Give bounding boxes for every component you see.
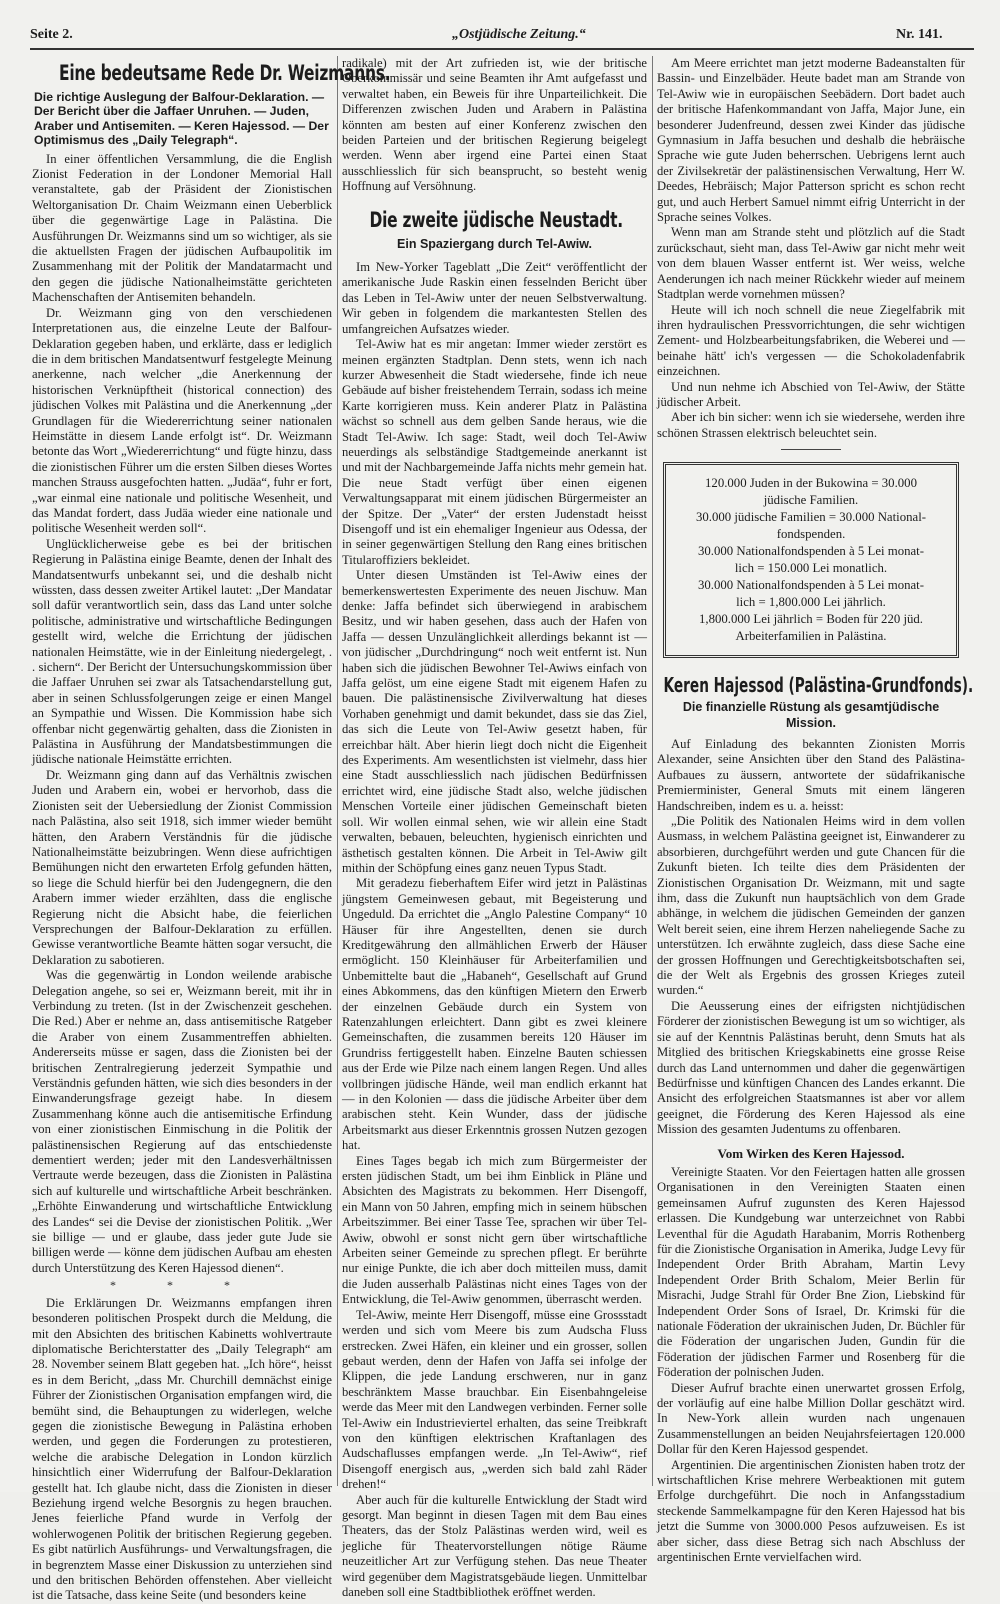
- section-stars: * * *: [110, 1278, 254, 1293]
- article-title: Keren Hajessod (Palästina-Grundfonds).: [663, 673, 974, 698]
- article-title: Eine bedeutsame Rede Dr. Weizmanns.: [59, 61, 391, 85]
- paragraph: Dieser Aufruf brachte einen unerwartet grossen Erfolg, der vorläufig auf eine halbe Million Dollar geschätzt wird. In New-York allein wurden nach ungenauen Zusammenstellungen an beiden Neujahrsfeiertagen 120.000 Dollar für den Keren Hajessod gespendet.: [657, 1380, 965, 1457]
- paragraph: Im New-Yorker Tageblatt „Die Zeit“ veröffentlicht der amerikanische Jude Raskin einen fesselnden Bericht über das Leben in Tel-Awiw unter der neuen Selbstverwaltung. Wir geben in folgendem die markantesten Stellen des umfangreichen Aufsatzes wieder.: [342, 260, 647, 336]
- paragraph: radikale) mit der Art zufrieden ist, wie der britische Oberkommissär und seine Beamten ihr Amt aufgefasst und verwaltet haben, ein Beweis für ihre Unparteilichkeit. Die Differenzen zwischen Juden und Arabern in Palästina könnten am besten auf einer Konferenz zwischen den beiden Parteien und der britischen Regierung beigelegt werden. Wenn aber irgend eine Partei einen Staat ausschliesslich für sich beansprucht, so besteht wenig Hoffnung auf Versöhnung.: [342, 56, 647, 194]
- section-heading: Vom Wirken des Keren Hajessod.: [717, 1145, 905, 1161]
- box-line: 1,800.000 Lei jährlich = Boden für 220 jüd.: [698, 612, 923, 627]
- paragraph: Unter diesen Umständen ist Tel-Awiw eines der bemerkenswertesten Experimente des neuen Jischuw. Man denke: Jaffa befindet sich überwiegend in arabischem Besitz, und wir haben gesehen, dass auch der Hafen von Jaffa — dessen Unzulänglichkeit allerdings bekannt ist — von jüdischer „Durchdringung“ noch weit entfernt ist. Nun haben sich die jüdischen Bewohner Tel-Awiws einfach von Jaffa gelöst, um eine eigene Stadt mit eigenem Hafen zu bauen. Die palästinensische Zivilverwaltung hat dieses Vorhaben genehmigt und damit bekundet, dass sie das Ziel, das sich die Leute von Tel-Awiw gesetzt haben, für erreichbar hält. Aber hierin liegt doch nicht die Eigenheit des Experiments. Am wesentlichsten ist vielmehr, dass hier eine Stadt ausschliesslich nach jüdischen Bedürfnissen errichtet wird, eine jüdische Stadt also, welche jüdischen Menschen Vorteile einer jüdischen Gemeinschaft bieten soll. Wir wollen einmal sehen, wie wir allein eine Stadt verwalten, bebauen, beleuchten, hygienisch einrichten und ästhetisch gestalten können. Die Arbeit in Tel-Awiw gilt mithin der Schöpfung eines ganz neuen Typus Stadt.: [342, 568, 647, 875]
- paragraph: Tel-Awiw, meinte Herr Disengoff, müsse eine Grossstadt werden und sich vom Meere bis zum Audscha Fluss erstrecken. Zwei Häfen, ein kleiner und ein grosser, sollen gebaut werden, denn der Hafen von Jaffa sei infolge der Klippen, die jede Landung erschweren, nur in ganz beschränktem Masse brauchbar. Ein Eisenbahngeleise werde das Meer mit den Landwegen verbinden. Ferner solle Tel-Awiw ein Industrieviertel erhalten, das seine Treibkraft von den künftigen elektrischen Kraftanlagen des Audschaflusses empfangen werde. „In Tel-Awiw“, rief Disengoff energisch aus, „werden sich bald zahl Räder drehen!“: [342, 1307, 647, 1492]
- paragraph: Unglücklicherweise gebe es bei der britischen Regierung in Palästina einige Beamte, denen der Inhalt des Mandatsentwurfs unbekannt sei, und die deshalb nicht wüssten, dass dessen zweiter Artikel lautet: „Der Mandatar soll dafür verantwortlich sein, dass das Land unter solche politische, administrative und wirtschaftliche Bedingungen gestellt wird, welche die Errichtung der jüdischen nationalen Heimstätte, wie in der Einleitung niedergelegt, . . sichern“. Der Bericht der Untersuchungskommission über die Jaffaer Unruhen sei zwar als Tatsachendarstellung gut, aber in seinen Schlussfolgerungen zeige er einen Mangel an Sympathie und Wissen. Die Kommission habe sich offenbar nicht gegenwärtig gehalten, dass die Zionisten in Palästina in Ausführung der Mandatsbestimmungen die jüdische nationale Heimstätte errichten.: [32, 536, 332, 767]
- box-line: Arbeiterfamilien in Palästina.: [735, 629, 887, 644]
- page-number: Seite 2.: [30, 27, 73, 42]
- column-rule: [652, 56, 653, 1486]
- paragraph: Am Meere errichtet man jetzt moderne Badeanstalten für Bassin- und Einzelbäder. Heute badet man am Strande von Tel-Awiw wie in europäischen Seebädern. Dort badet auch der britische Hafenkommandant von Jaffa, Major June, ein besonderer Judenfreund, dessen zwei Kinder das jüdische Gymnasium in Jaffa besuchen und deshalb die hebräische Sprache wie gute Juden beherrschen. Uebrigens lernt auch der Zivilsekretär der palästinensischen Verwaltung, Herr W. Deedes, Hebräisch; Major Patterson spricht es schon recht gut, und auch Herbert Samuel nimmt eifrig Unterricht in der Sprache seines Volkes.: [657, 56, 965, 225]
- article-separator: [781, 449, 841, 450]
- paragraph: Die Erklärungen Dr. Weizmanns empfangen ihren besonderen politischen Prospekt durch die Meldung, die mit den Absichten des britischen Kabinetts wohlvertraute diplomatische Berichterstatter des „Daily Telegraph“ am 28. November seinem Blatt gegeben hat. „Ich höre“, heisst es in dem Bericht, „dass Mr. Churchill demnächst einige Führer der Zionistischen Organisation empfangen wird, die bemüht sind, die Behauptungen zu widerlegen, welche gegen die zionistische Bewegung in Palästina erhoben werden, und gegen die Forderungen zu protestieren, welche die arabische Delegation in London kürzlich hinsichtlich einer Widerrufung der Balfour-Deklaration gestellt hat. Ich glaube nicht, dass die Zionisten in dieser Beziehung irgend welche Besorgnis zu hegen brauchen. Jenes feierliche Pfand wurde in Verfolg der wohlerwogenen Politik der britischen Regierung gegeben. Es gibt natürlich Ausführungs- und Verwaltungsfragen, die in begrenztem Masse einer Diskussion zu unterziehen sind und den britischen Behörden offenstehen. Aber vielleicht ist die Tatsache, dass keine Seite (und besonders keine: [32, 1295, 332, 1603]
- article-title: Die zweite jüdische Neustadt.: [369, 207, 623, 232]
- article-subtitle: Die finanzielle Rüstung als gesamtjüdische Mission.: [682, 700, 940, 730]
- issue-number: Nr. 141.: [896, 27, 943, 42]
- column-1: [32, 56, 391, 1603]
- paragraph: Vereinigte Staaten. Vor den Feiertagen hatten alle grossen Organisationen in den Vereinigten Staaten einen gemeinsamen Aufruf zugunsten des Keren Hajessod erlassen. Die Kundgebung war unterzeichnet von Rabbi Leventhal für die Agudath Harabanim, Morris Rothenberg für die Zionistische Organisation in Amerika, Judge Levy für Independent Order Brith Abraham, Martin Levy Independent Order Brith Schalom, Meier Berlin für Misrachi, Judge Strahl für Order Bne Zion, Liebskind für Independent Order Sons of Israel, Dr. Krimski für die nationale Föderation der ukrainischen Juden, Dr. Büchler für die Föderation der ungarischen Juden, Gundin für die Föderation der jüdischen Farmer und Rosenberg für die Föderation der polnischen Juden.: [657, 1164, 965, 1380]
- paragraph: „Die Politik des Nationalen Heims wird in dem vollen Ausmass, in welchem Palästina geeignet ist, Einwanderer zu absorbieren, durchgeführt werden und gute Chancen für die Zukunft bieten. Ich teilte dies dem Präsidenten der Zionistischen Organisation Dr. Weizmann, mit und sagte ihm, dass die Zukunft nun hauptsächlich von dem Grade abhänge, in welchem die jüdischen Gemeinden der ganzen Welt bereit seien, eine ihrem Herzen naheliegende Sache zu unterstützen. Ich erwähnte zugleich, dass diese Sache eine der grossen Hoffnungen und Gerechtigkeitsbotschaften sei, die der Welt als Ergebnis des grossen Krieges zuteil wurden.“: [657, 814, 965, 998]
- box-line: 120.000 Juden in der Bukowina = 30.000: [705, 476, 917, 491]
- box-line: fondspenden.: [776, 527, 846, 542]
- paragraph: Dr. Weizmann ging dann auf das Verhältnis zwischen Juden und Arabern ein, wobei er hervorhob, dass die Zionisten seit der Uebersiedlung der Zionist Commission nach Palästina, also seit 1918, sich immer wieder bemüht hätten, den Arabern Verständnis für die jüdische Nationalheimstätte beizubringen. Wenn diese aufrichtigen Bemühungen nicht den erwarteten Erfolg gefunden hätten, so liege die Schuld hierfür bei den Judengegnern, die den Arabern immer wieder erzählten, dass die englische Regierung nicht die Absicht habe, die feierlichen Versprechungen der Balfour-Deklaration zu erfüllen. Gewisse verantwortliche Beamte hätten sogar versucht, die Deklaration zu sabotieren.: [32, 767, 332, 967]
- paragraph: Mit geradezu fieberhaftem Eifer wird jetzt in Palästinas jüngstem Gemeinwesen gebaut, mit Begeisterung und Ungeduld. Da errichtet die „Anglo Palestine Company“ 10 Häuser für ihre Angestellten, denen sie durch Kreditgewährung den allmählichen Erwerb der Häuser ermöglicht. 150 Kleinhäuser für Arbeiterfamilien und Unbemittelte baut die „Habaneh“, Gesellschaft auf Grund eines Abkommens, das den künftigen Mietern den Erwerb der einzelnen Gebäude durch ein System von Ratenzahlungen erleichtert. Dann gibt es zwei kleinere Gemeinschaften, die zusammen bereits 120 Häuser im Grundriss fertiggestellt haben. Einzelne Bauten schiessen aus der Erde wie Pilze nach einem langen Regen. Und alles vollbringen jüdische Hände, weil man endlich erkannt hat — in den Kolonien — dass die jüdische Arbeiter über dem arabischen steht. Kein Wunder, dass der jüdische Arbeitsmarkt aus dieser Erkenntnis grossen Nutzen gezogen hat.: [342, 876, 647, 1153]
- paragraph: Tel-Awiw hat es mir angetan: Immer wieder zerstört es meinen ergänzten Stadtplan. Denn stets, wenn ich nach kurzer Abwesenheit die Stadt wiedersehe, finde ich neue Gebäude auf bisher freistehendem Terrain, sodass ich meine Karte korrigieren muss. Kein anderer Platz in Palästina wächst so schnell aus dem gelben Sande heraus, wie die Stadt Tel-Awiw. Ich sage: Stadt, weil doch Tel-Awiw neuerdings als selbständige Stadtgemeinde anerkannt ist und mit der Nachbargemeinde Jaffa nichts mehr gemein hat. Die neue Stadt verfügt über einen eigenen Verwaltungsapparat mit einem jüdischen Bürgermeister an der Spitze. Der „Vater“ der ersten Judenstadt heisst Disengoff und ist ein ehemaliger Ingenieur aus Odessa, der in seiner gegenwärtigen Stellung den Rang eines britischen Titularoffiziers bekleidet.: [342, 337, 647, 567]
- box-line: lich = 150.000 Lei monatlich.: [734, 561, 888, 576]
- paragraph: Aber auch für die kulturelle Entwicklung der Stadt wird gesorgt. Man beginnt in diesen Tagen mit dem Bau eines Theaters, das der Stolz Palästinas werden wird, weil es jegliche für Theatervorstellungen nötige Räume neuzeitlicher Art zur Verfügung stehen. Das neue Theater wird gegenüber dem Magistratsgebäude liegen. Unmittelbar daneben soll eine Stadtbibliothek eröffnet werden.: [342, 1492, 647, 1599]
- paragraph: Dr. Weizmann ging von den verschiedenen Interpretationen aus, die einzelne Leute der Balfour-Deklaration gegeben haben, und erklärte, dass er lediglich die in dem britischen Mandatsentwurf festgelegte Meinung anerkenne, nach welcher „die Anerkennung der historischen Verknüpftheit (historical connection) des jüdischen Volkes mit Palästina und die Anerkennung „der Grundlagen für die Wiedererrichtung seiner nationalen Heimstätte in diesem Lande erfolgt ist“. Dr. Weizmann betonte das Wort „Wiedererrichtung“ und fügte hinzu, dass die zionistischen Führer um die ersten Silben dieses Wortes manchen Strauss ausgefochten hatten. „Judäa“, fuhr er fort, „war einmal eine nationale und politische Wesenheit, und das Mandat fordert, dass Judäa wieder eine nationale und politische Wesenheit werden soll“.: [32, 305, 332, 536]
- paragraph: Wenn man am Strande steht und plötzlich auf die Stadt zurückschaut, sieht man, dass Tel-Awiw gar nicht mehr weit von dem blauen Wasser entfernt ist. Wer weiss, welche Aenderungen ich nach meiner Rückkehr wieder auf meinem Stadtplan werde vornehmen müssen?: [657, 225, 965, 302]
- paragraph: Aber ich bin sicher: wenn ich sie wiedersehe, werden ihre schönen Strassen elektrisch beleuchtet sein.: [657, 410, 965, 440]
- column-rule: [337, 56, 338, 1486]
- masthead: „Ostjüdische Zeitung.“: [452, 27, 586, 42]
- article-kicker: Ein Spaziergang durch Tel-Awiw.: [397, 236, 592, 251]
- paragraph: Auf Einladung des bekannten Zionisten Morris Alexander, seine Ansichten über den Stand des Palästina-Aufbaues zu äussern, antwortete der südafrikanische Premierminister, General Smuts mit einem längeren Handschreiben, indem es u. a. heisst:: [657, 736, 965, 813]
- paragraph: Die Aeusserung eines der eifrigsten nichtjüdischen Förderer der zionistischen Bewegung ist um so wichtiger, als sie auf der Kenntnis Palästinas beruht, denn Smuts hat als Mitglied des britischen Kriegskabinetts eine grosse Reise durch das Land unternommen und daher die gegenwärtigen Bedürfnisse und künftigen Chancen des Landes erkannt. Die Ansicht des erfolgreichen Staatsmannes ist aber vor allem geeignet, die Förderung des Keren Hajessod als eine Mission des gesamten Judentums zu offenbaren.: [657, 998, 965, 1137]
- article-subtitle: Die richtige Auslegung der Balfour-Deklaration. — Der Bericht über die Jaffaer Unruhen. — Juden, Araber und Antisemiten. — Keren Hajessod. — Der Optimismus des „Daily Telegraph“.: [34, 90, 329, 148]
- box-line: jüdische Familien.: [763, 493, 859, 508]
- box-line: lich = 1,800.000 Lei jährlich.: [736, 595, 886, 610]
- paragraph: Und nun nehme ich Abschied von Tel-Awiw, der Stätte jüdischer Arbeit.: [657, 379, 965, 409]
- box-line: 30.000 Nationalfondspenden à 5 Lei monat-: [697, 544, 925, 559]
- paragraph: In einer öffentlichen Versammlung, die die English Zionist Federation in der Londoner Memorial Hall veranstaltete, gab der Präsident der Zionistischen Weltorganisation Dr. Chaim Weizmann einen Ueberblick über die gegenwärtige Lage in Palästina. Die Ausführungen Dr. Weizmanns sind um so wichtiger, als sie die aktuellsten Fragen der jüdischen Aufbaupolitik im Zusammenhang mit der Politik der Mandatarmacht und den gegen die jüdische Nationalheimstätte gerichteten Machenschaften der Antisemiten behandeln.: [32, 151, 332, 305]
- column-3: [657, 56, 974, 1565]
- box-line: 30.000 Nationalfondspenden à 5 Lei monat-: [697, 578, 925, 593]
- column-2: [342, 56, 647, 1599]
- header-rule: [30, 48, 974, 50]
- box-line: 30.000 jüdische Familien = 30.000 National-: [695, 510, 927, 525]
- paragraph: Eines Tages begab ich mich zum Bürgermeister der ersten jüdischen Stadt, um bei ihm Einblick in Pläne und Absichten des Magistrats zu bekommen. Herr Disengoff, ein Mann von 50 Jahren, empfing mich in seinem hübschen Arbeitszimmer. Bei einer Tasse Tee, sprachen wir über Tel-Awiw, obwohl er sonst nicht gern über wirtschaftliche Arbeiten seiner Gemeinde zu sprechen pflegt. Er berührte nur einige Punkte, die ich aber doch mitteilen muss, damit die Juden ausserhalb Palästinas nicht eines Tages von der Entwicklung, die Tel-Awiw genommen, überrascht werden.: [342, 1153, 647, 1307]
- paragraph: Argentinien. Die argentinischen Zionisten haben trotz der wirtschaftlichen Krise mehrere Werbeaktionen mit gutem Erfolge durchgeführt. Die noch in Anfangsstadium steckende Sammelkampagne für den Keren Hajessod hat bis jetzt die Summe von 3000.000 Pesos aufzuweisen. Es ist aber sicher, dass diese Betrag sich nach Abschluss der argentinischen Ernte vervielfachen wird.: [657, 1457, 965, 1565]
- paragraph: Heute will ich noch schnell die neue Ziegelfabrik mit ihren hydraulischen Pressvorrichtungen, die sehr wichtigen Zement- und Holzbearbeitungsfabriken, die Weberei und — beinahe hätt' ich's vergessen — die Schokoladenfabrik einzeichnen.: [657, 302, 965, 379]
- fund-appeal-box: [663, 462, 959, 658]
- paragraph: Was die gegenwärtig in London weilende arabische Delegation angehe, so sei er, Weizmann bereit, mit ihr in Verbindung zu treten. (Ist in der Zwischenzeit geschehen. Die Red.) Aber er nehme an, dass antisemitische Ratgeber die Araber von einem Zusammentreffen abhielten. Andererseits müsse er sagen, dass die Zionisten bei der britischen Zentralregierung jederzeit Sympathie und Verständnis gefunden hätten, wie sich dies besonders in der Einwanderungsfrage gezeigt habe. In diesem Zusammenhang könne auch die antisemitische Erfindung von einer zionistischen Einmischung in die Politik der palästinensischen Regierung auf das entschiedenste dementiert werden; jeder mit den Landesverhältnissen Vertraute werde bezeugen, dass die Zionisten in Palästina sich auf kulturelle und wirtschaftliche Arbeit beschränken. „Erhöhte Einwanderung und wirtschaftliche Entwicklung des Landes“ sei die Devise der zionistischen Politik. „Wer sie billige — und er glaube, dass jeder gute Jude sie billigen werde — könne dem jüdischen Aufbau am ehesten durch Unterstützung des Keren Hajessod dienen“.: [32, 968, 332, 1275]
